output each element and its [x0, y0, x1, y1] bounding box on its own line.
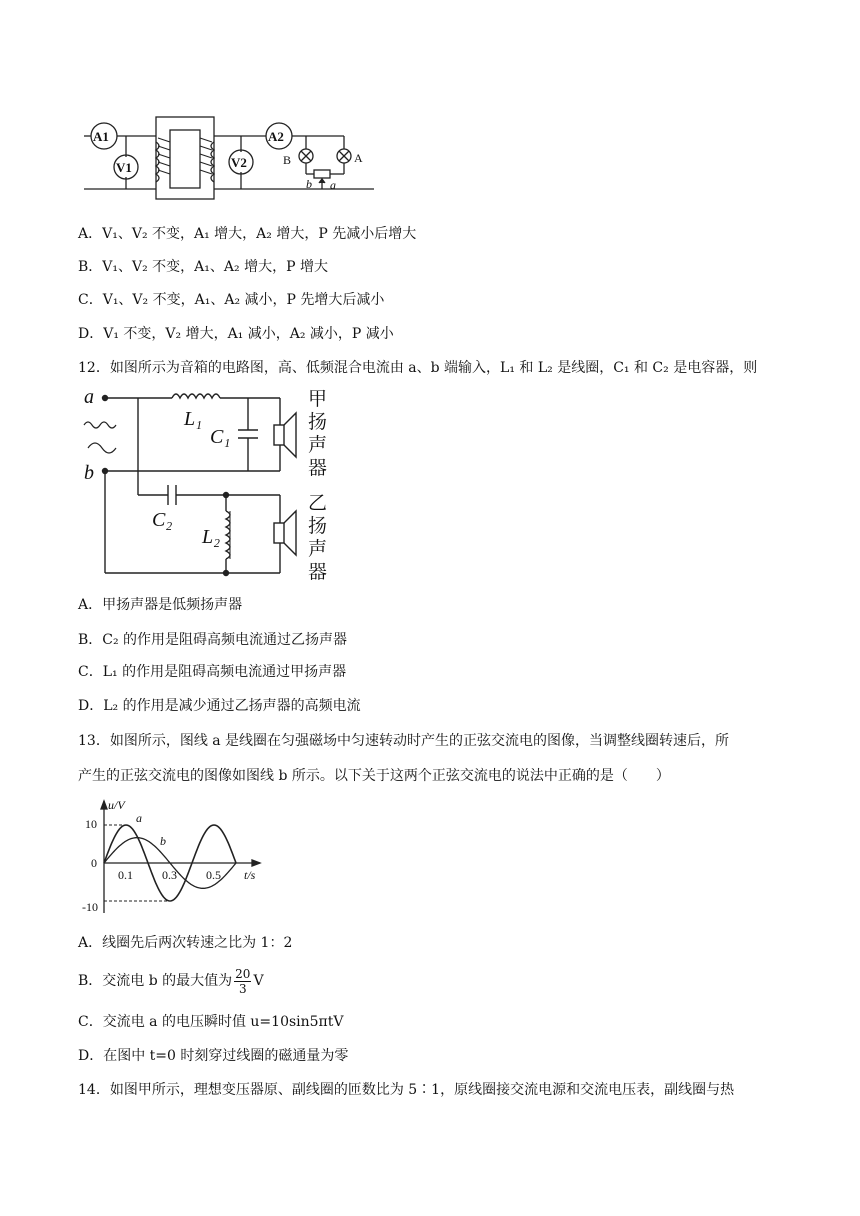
q13-option-c: C．交流电 a 的电压瞬时值 u=10sin5πtV — [78, 1014, 344, 1030]
lamp-a-label: A — [354, 151, 363, 165]
speaker1-label-3: 声 — [308, 434, 328, 456]
speaker2-label-2: 扬 — [308, 515, 328, 537]
terminal-a-label: a — [84, 386, 94, 408]
q13-stem-line1: 13．如图所示，图线 a 是线圈在匀强磁场中匀速转动时产生的正弦交流电的图像，当调整线圈转速后，所 — [78, 733, 730, 749]
inductor-l1-label: L₁ — [184, 408, 203, 430]
series-b-label: b — [160, 834, 166, 848]
x-tick-0-5: 0.5 — [206, 868, 221, 882]
q13-option-a: A．线圈先后两次转速之比为 1：2 — [78, 935, 293, 951]
terminal-b-label: b — [84, 462, 94, 484]
rheostat-b-label: b — [306, 177, 312, 191]
y-tick-0: 0 — [91, 856, 97, 870]
y-tick-10: 10 — [85, 817, 97, 831]
y-tick-neg10: -10 — [82, 900, 98, 914]
inductor-l2-label: L₂ — [202, 526, 221, 548]
speaker1-label-4: 器 — [308, 457, 328, 479]
voltmeter-v2-label: V2 — [231, 155, 247, 170]
speaker-circuit-figure — [80, 383, 340, 588]
fraction-20-3 — [234, 967, 251, 996]
speaker1-label-2: 扬 — [308, 411, 328, 433]
q13-option-d: D．在图中 t=0 时刻穿过线圈的磁通量为零 — [78, 1048, 349, 1064]
fraction-numerator: 20 — [235, 966, 251, 981]
q14-stem: 14．如图甲所示，理想变压器原、副线圈的匝数比为 5∶1，原线圈接交流电源和交流电压表，副线圈与热 — [78, 1082, 735, 1098]
q13-stem-line2: 产生的正弦交流电的图像如图线 b 所示。以下关于这两个正弦交流电的说法中正确的是（ ） — [78, 768, 670, 784]
capacitor-c1-label: C₁ — [210, 426, 231, 448]
fraction-denominator: 3 — [238, 981, 247, 996]
q11-option-a: A．V₁、V₂ 不变，A₁ 增大，A₂ 增大，P 先减小后增大 — [78, 226, 417, 242]
q11-option-d: D．V₁ 不变，V₂ 增大，A₁ 减小，A₂ 减小，P 减小 — [78, 326, 394, 342]
capacitor-c2-label: C₂ — [152, 509, 173, 531]
q12-option-b: B．C₂ 的作用是阻碍高频电流通过乙扬声器 — [78, 632, 348, 648]
x-axis-label: t/s — [244, 868, 256, 882]
x-tick-0-1: 0.1 — [118, 868, 133, 882]
y-axis-label: u/V — [108, 798, 125, 812]
x-tick-0-3: 0.3 — [162, 868, 177, 882]
series-a-label: a — [136, 811, 142, 825]
transformer-circuit-figure — [84, 112, 374, 202]
q12-stem: 12．如图所示为音箱的电路图，高、低频混合电流由 a、b 端输入，L₁ 和 L₂ 是线圈，C₁ 和 C₂ 是电容器，则 — [78, 360, 758, 376]
q13-option-b-prefix: B．交流电 b 的最大值为 — [78, 973, 233, 989]
speaker2-label-1: 乙 — [308, 492, 328, 514]
voltmeter-v1-label: V1 — [116, 160, 132, 175]
speaker2-label-3: 声 — [308, 538, 328, 560]
speaker2-label-4: 器 — [308, 561, 328, 583]
lamp-b-label: B — [283, 153, 292, 167]
rheostat-a-label: a — [330, 178, 336, 192]
sine-wave-chart — [80, 795, 280, 920]
q11-option-b: B．V₁、V₂ 不变，A₁、A₂ 增大，P 增大 — [78, 259, 328, 275]
q12-option-a: A．甲扬声器是低频扬声器 — [78, 597, 243, 613]
ammeter-a2-label: A2 — [268, 129, 284, 144]
q12-option-c: C．L₁ 的作用是阻碍高频电流通过甲扬声器 — [78, 664, 347, 680]
ammeter-a1-label: A1 — [93, 129, 109, 144]
q11-option-c: C．V₁、V₂ 不变，A₁、A₂ 减小，P 先增大后减小 — [78, 292, 385, 308]
q13-option-b — [78, 966, 264, 996]
q12-option-d: D．L₂ 的作用是减少通过乙扬声器的高频电流 — [78, 698, 361, 714]
q13-option-b-suffix: V — [253, 973, 264, 989]
speaker1-label-1: 甲 — [308, 388, 328, 410]
